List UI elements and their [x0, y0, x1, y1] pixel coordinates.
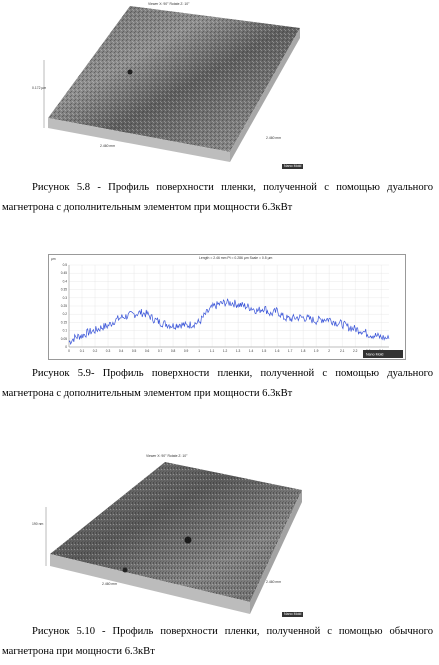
logo-text: Nano Mold	[366, 352, 384, 357]
x-tick-label: 0.1	[79, 349, 85, 353]
height-scale-label: 0.172 µm	[32, 86, 47, 90]
y-tick-label: 0.3	[62, 295, 67, 300]
y-tick-label: 0	[65, 345, 67, 349]
figure-caption-5-10: Рисунок 5.10 - Профиль поверхности пленки, полученной с помощью обычного магнетрона при мощности 6.3кВт	[2, 626, 433, 657]
height-scale-label: 190 nm	[32, 522, 44, 526]
x-tick-label: 0.3	[105, 349, 111, 353]
y-tick-label: 0.35	[60, 287, 67, 292]
y-tick-label: 0.15	[60, 320, 67, 325]
x-tick-label: 1.6	[274, 349, 280, 353]
x-tick-label: 0.6	[144, 349, 150, 353]
y-tick-label: 0.2	[62, 312, 67, 317]
y-tick-label: 0.1	[62, 328, 67, 333]
y-tick-label: 0.5	[62, 263, 67, 267]
view-angle-label: Viewer X: 90°	[148, 2, 169, 6]
x-tick-label: 1.7	[287, 349, 293, 353]
y-unit-label: µm	[51, 257, 56, 261]
x-length-label: 2.460 mm	[100, 144, 116, 148]
x-tick-label: 1.9	[313, 349, 319, 353]
chart-header: Length = 2.46 mm Pt = 0.286 µm Scale = 0.5 µm	[199, 256, 273, 260]
view-angle-label: Viewer X: 90°	[146, 454, 167, 458]
x-tick-label: 0.9	[183, 349, 189, 353]
profile-chart	[48, 254, 406, 360]
y-tick-label: 0.4	[62, 279, 67, 284]
y-tick-label: 0.25	[60, 304, 67, 308]
y-length-label: 2.460 mm	[266, 580, 282, 584]
x-tick-label: 2.1	[339, 349, 345, 353]
surface-3d-image-2	[30, 452, 308, 620]
nano-mold-logo: Nano Mold	[284, 612, 302, 616]
x-tick-label: 0.8	[170, 349, 176, 353]
x-tick-label: 1	[198, 349, 200, 353]
nano-mold-logo: Nano Mold	[284, 164, 302, 168]
y-tick-label: 0.05	[60, 336, 67, 341]
x-tick-label: 2.2	[352, 349, 358, 353]
x-tick-label: 2	[328, 349, 331, 353]
y-length-label: 2.460 mm	[266, 136, 282, 140]
x-length-label: 2.460 mm	[102, 582, 118, 586]
figure-caption-5-8: Рисунок 5.8 - Профиль поверхности пленки, полученной с помощью дуального магнетрона с дополнительным элементом при мощности 6.3кВт	[2, 182, 433, 213]
x-tick-label: 0.4	[118, 349, 124, 353]
rotate-angle-label: Rotate Z: 10°	[167, 454, 188, 458]
x-tick-label: 1.3	[235, 349, 241, 353]
surface-3d-image-1	[30, 0, 308, 172]
figure-caption-5-9: Рисунок 5.9- Профиль поверхности пленки, полученной с помощью дуального магнетрона с дополнительным элементом при мощности 6.3кВт	[2, 368, 433, 399]
x-tick-label: 1.1	[209, 349, 215, 353]
x-tick-label: 0.2	[92, 349, 98, 353]
x-tick-label: 1.2	[222, 349, 228, 353]
x-tick-label: 0	[68, 349, 70, 353]
rotate-angle-label: Rotate Z: 10°	[169, 2, 190, 6]
x-tick-label: 0.7	[157, 349, 163, 353]
profile-line	[69, 299, 389, 344]
x-tick-label: 1.5	[261, 349, 267, 353]
x-tick-label: 1.4	[248, 349, 254, 353]
y-tick-label: 0.45	[60, 271, 67, 276]
x-tick-label: 0.5	[131, 349, 137, 353]
x-tick-label: 1.8	[300, 349, 306, 353]
